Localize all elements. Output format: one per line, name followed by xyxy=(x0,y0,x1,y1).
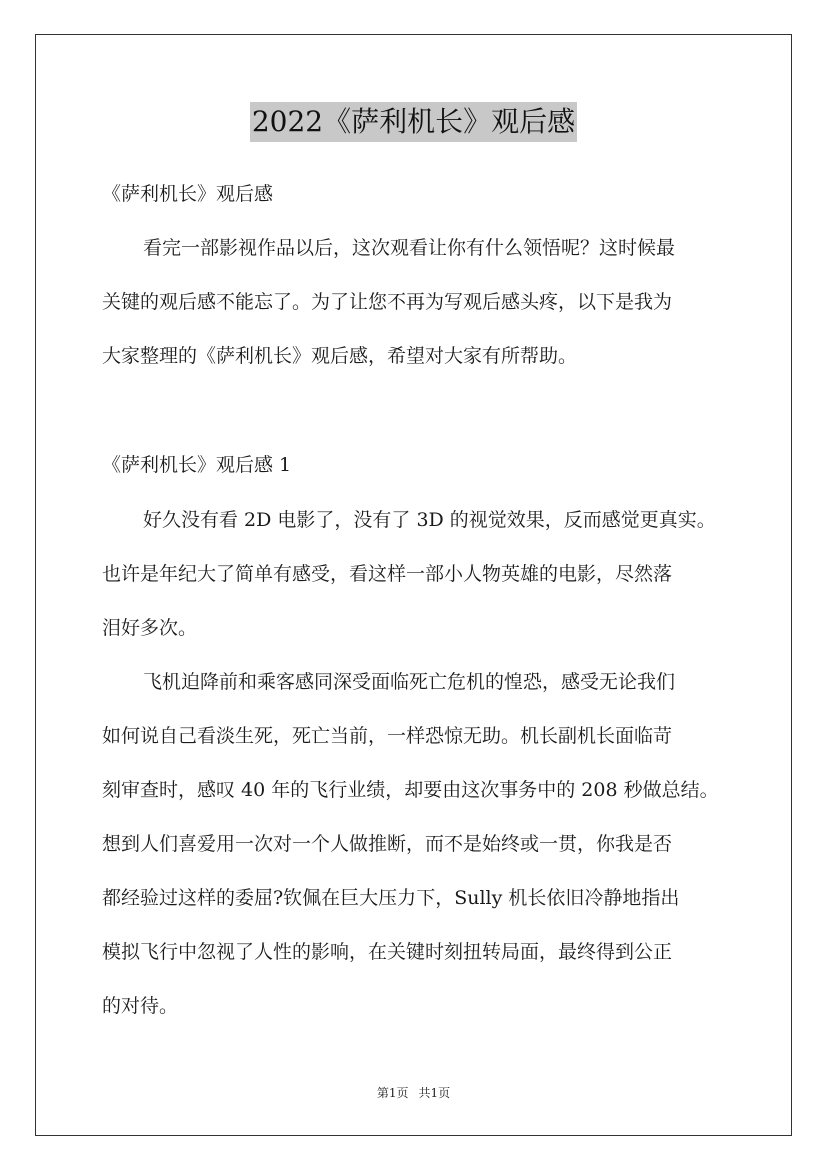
paragraph-line: 好久没有看 2D 电影了，没有了 3D 的视觉效果，反而感觉更真实。 xyxy=(143,509,716,531)
paragraph-line: 的对待。 xyxy=(102,995,179,1017)
paragraph-line: 大家整理的《萨利机长》观后感，希望对大家有所帮助。 xyxy=(102,345,578,367)
page-footer xyxy=(0,1085,827,1101)
page-number: 第1页 xyxy=(376,1086,409,1100)
paragraph-line: 如何说自己看淡生死，死亡当前，一样恐惊无助。机长副机长面临苛 xyxy=(102,725,673,747)
total-pages: 共1页 xyxy=(418,1086,451,1100)
paragraph-line: 泪好多次。 xyxy=(102,617,198,639)
paragraph-line: 也许是年纪大了简单有感受，看这样一部小人物英雄的电影，尽然落 xyxy=(102,563,673,585)
paragraph-line: 都经验过这样的委屈?钦佩在巨大压力下，Sully 机长依旧冷静地指出 xyxy=(102,887,680,909)
paragraph-line: 飞机迫降前和乘客感同深受面临死亡危机的惶恐，感受无论我们 xyxy=(143,671,676,693)
paragraph-line: 看完一部影视作品以后，这次观看让你有什么领悟呢？这时候最 xyxy=(143,237,676,259)
subtitle: 《萨利机长》观后感 xyxy=(102,183,274,205)
paragraph-line: 想到人们喜爱用一次对一个人做推断，而不是始终或一贯，你我是否 xyxy=(102,833,673,855)
section-heading: 《萨利机长》观后感 1 xyxy=(102,454,292,476)
paragraph-line: 模拟飞行中忽视了人性的影响，在关键时刻扭转局面，最终得到公正 xyxy=(102,941,673,963)
paragraph-line: 关键的观后感不能忘了。为了让您不再为写观后感头疼，以下是我为 xyxy=(102,291,673,313)
paragraph-line: 刻审查时，感叹 40 年的飞行业绩，却要由这次事务中的 208 秒做总结。 xyxy=(102,779,719,801)
document-title: 2022《萨利机长》观后感 xyxy=(250,102,577,142)
title-container xyxy=(0,102,827,142)
